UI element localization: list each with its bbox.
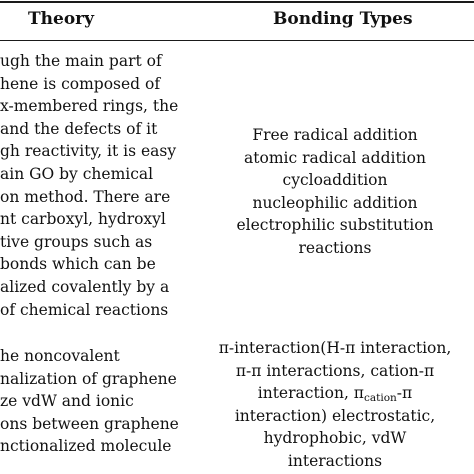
bonding-line: π-π interactions, cation-π <box>235 361 435 380</box>
theory-line: nalization of graphene <box>0 369 177 388</box>
theory-line: ain GO by chemical <box>0 164 154 183</box>
theory-line: alized covalently by a <box>0 277 170 296</box>
theory-line: on method. There are <box>0 187 171 206</box>
bonding-types-column-header: Bonding Types <box>273 9 413 29</box>
theory-line: ugh the main part of <box>0 52 162 70</box>
theory-line: hene is composed of <box>0 74 161 93</box>
bonding-line: π-interaction(H-π interaction, <box>218 339 452 357</box>
theory-line: tive groups such as <box>0 232 153 251</box>
table-top-rule <box>0 1 474 3</box>
theory-line: and the defects of it <box>0 119 158 138</box>
bonding-line: hydrophobic, vdW <box>263 429 407 448</box>
theory-line: nt carboxyl, hydroxyl <box>0 210 166 229</box>
bonding-line: cycloaddition <box>282 171 388 190</box>
theory-line: gh reactivity, it is easy <box>0 142 177 161</box>
bonding-line: Free radical addition <box>252 126 418 144</box>
bonding-line: interactions <box>287 451 383 470</box>
theory-line: x-membered rings, the <box>0 97 179 116</box>
theory-line: nctionalized molecule <box>0 437 172 456</box>
theory-line: of chemical reactions <box>0 300 169 319</box>
theory-cell-noncovalent <box>0 345 184 458</box>
theory-line: bonds which can be <box>0 255 156 274</box>
pi-suffix: -π <box>396 384 413 403</box>
bonding-line <box>196 382 474 405</box>
bonding-line-text: interaction, <box>257 384 354 403</box>
cation-subscript: cation <box>363 392 397 405</box>
theory-column-header: Theory <box>28 9 94 29</box>
theory-line: ons between graphene <box>0 414 179 433</box>
theory-line: ze vdW and ionic <box>0 392 134 411</box>
bonding-line: atomic radical addition <box>244 148 426 167</box>
bonding-line: electrophilic substitution <box>236 216 434 235</box>
bonding-cell-noncovalent <box>196 337 474 473</box>
bonding-line: interaction) electrostatic, <box>234 406 436 425</box>
bonding-line: nucleophilic addition <box>252 193 418 212</box>
table-header-rule <box>0 40 474 41</box>
pi-symbol: π <box>353 384 364 403</box>
bonding-line: reactions <box>298 238 372 257</box>
theory-line: he noncovalent <box>0 347 120 365</box>
bonding-cell-covalent <box>196 124 474 260</box>
theory-cell-covalent <box>0 50 184 321</box>
